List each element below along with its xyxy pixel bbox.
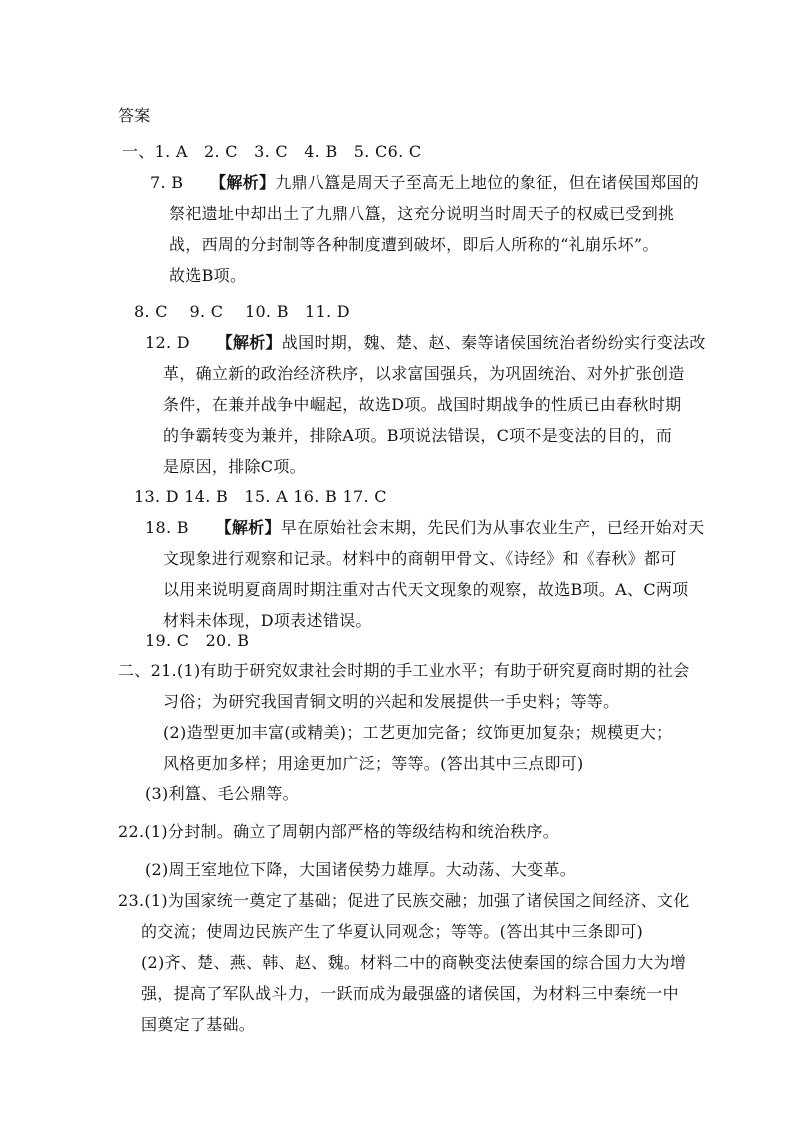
q22-line: 22.(1)分封制。确立了周朝内部严格的等级结构和统治秩序。 xyxy=(118,822,560,841)
q18-number: 18. B xyxy=(145,518,189,537)
q21-line: 习俗；为研究我国青铜文明的兴起和发展提供一手史料；等等。 xyxy=(163,692,620,711)
q12-text-line: 条件，在兼并战争中崛起，故选D项。战国时期战争的性质已由春秋时期 xyxy=(163,395,682,414)
q12-text-line: 是原因，排除C项。 xyxy=(163,457,306,476)
q23-line: 23.(1)为国家统一奠定了基础；促进了民族交融；加强了诸侯国之间经济、文化 xyxy=(118,891,690,910)
q23-line: 国奠定了基础。 xyxy=(141,1015,256,1034)
q22-line: (2)周王室地位下降，大国诸侯势力雄厚。大动荡、大变革。 xyxy=(145,860,577,879)
q18-text-line: 早在原始社会末期，先民们为从事农业生产，已经开始对天 xyxy=(280,518,705,537)
q18-text-line: 材料未体现，D项表述错误。 xyxy=(163,611,372,630)
q12-number: 12. D xyxy=(145,333,190,352)
answers-13-17: 13. D 14. B 15. A 16. B 17. C xyxy=(134,487,387,506)
q12-analysis-tag: 【解析】 xyxy=(216,333,282,352)
q18-analysis-tag: 【解析】 xyxy=(215,518,281,537)
q18-first-line xyxy=(145,518,705,538)
q21-line: 风格更加多样；用途更加广泛；等等。(答出其中三点即可) xyxy=(163,754,584,773)
q18-text-line: 以用来说明夏商周时期注重对古代天文现象的观察，故选B项。A、C两项 xyxy=(163,580,689,599)
q21-line: (2)造型更加丰富(或精美)；工艺更加完备；纹饰更加复杂；规模更大； xyxy=(163,723,673,742)
q7-number: 7. B xyxy=(150,173,184,192)
q7-text-line: 故选B项。 xyxy=(169,266,247,285)
q23-line: 的交流；使周边民族产生了华夏认同观念；等等。(答出其中三条即可) xyxy=(141,922,644,941)
q12-first-line xyxy=(145,333,706,353)
q7-analysis-tag: 【解析】 xyxy=(210,173,276,192)
q7-text-line: 九鼎八簋是周天子至高无上地位的象征，但在诸侯国郑国的 xyxy=(275,173,700,192)
q21-line: 二、21.(1)有助于研究奴隶社会时期的手工业水平；有助于研究夏商时期的社会 xyxy=(118,661,690,680)
q23-line: 强，提高了军队战斗力，一跃而成为最强盛的诸侯国，为材料三中秦统一中 xyxy=(141,984,679,1003)
q23-line: (2)齐、楚、燕、韩、赵、魏。材料二中的商鞅变法使秦国的综合国力大为增 xyxy=(141,953,687,972)
q12-text-line: 的争霸转变为兼并，排除A项。B项说法错误，C项不是变法的目的，而 xyxy=(163,426,673,445)
answers-1-6: 一、1. A 2. C 3. C 4. B 5. C6. C xyxy=(122,142,422,161)
page-title: 答案 xyxy=(118,106,151,125)
answers-19-20: 19. C 20. B xyxy=(145,631,250,650)
q7-text-line: 战，西周的分封制等各种制度遭到破坏，即后人所称的“礼崩乐坏”。 xyxy=(169,235,659,254)
q18-text-line: 文现象进行观察和记录。材料中的商朝甲骨文、《诗经》和《春秋》都可 xyxy=(163,549,677,568)
q21-line: (3)利簋、毛公鼎等。 xyxy=(145,784,299,803)
answers-8-11: 8. C 9. C 10. B 11. D xyxy=(134,302,350,321)
q12-text-line: 革，确立新的政治经济秩序，以求富国强兵，为巩固统治、对外扩张创造 xyxy=(163,364,685,383)
q12-text-line: 战国时期，魏、楚、赵、秦等诸侯国统治者纷纷实行变法改 xyxy=(281,333,706,352)
q7-first-line xyxy=(150,173,699,193)
q7-text-line: 祭祀遗址中却出土了九鼎八簋，这充分说明当时周天子的权威已受到挑 xyxy=(169,204,675,223)
